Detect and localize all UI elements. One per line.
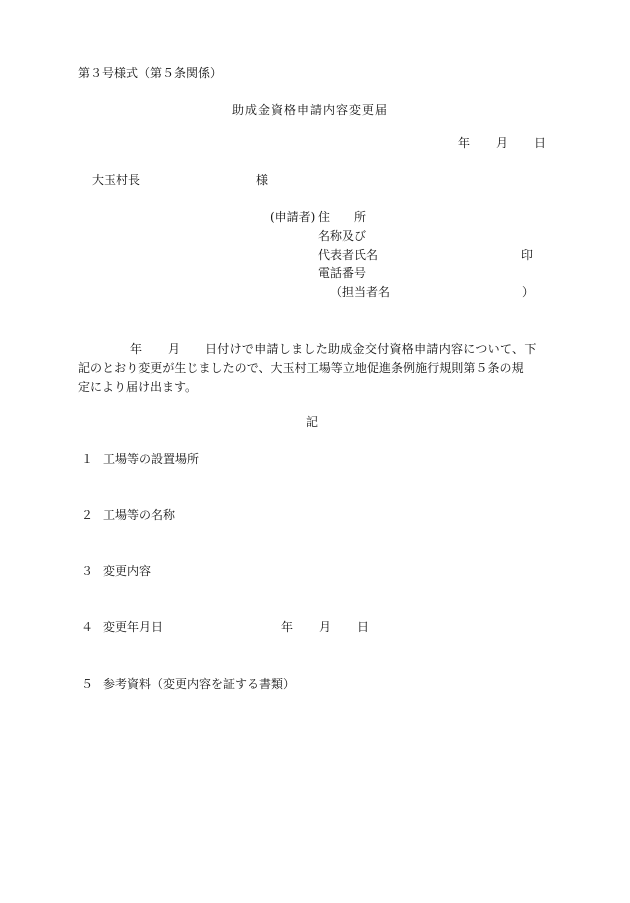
body-line3: 定により届け出ます。 (78, 380, 198, 394)
addressee-honorific: 様 (256, 173, 269, 187)
item-label: 工場等の名称 (103, 508, 176, 522)
contact-close: ） (522, 285, 535, 299)
body-line2: 記のとおり変更が生じましたので、大玉村工場等立地促進条例施行規則第５条の規 (78, 361, 524, 375)
item-label: 変更年月日 (103, 620, 164, 634)
contact-label: （担当者名 (330, 285, 391, 299)
date-month: 月 (496, 136, 509, 150)
addressee-name: 大玉村長 (92, 173, 141, 187)
address-label: 住 所 (318, 210, 367, 224)
applicant-label: (申請者) (270, 210, 316, 224)
item-label: 参考資料（変更内容を証する書類） (103, 677, 296, 691)
item-number: ３ (81, 564, 94, 578)
item-month: 月 (319, 620, 332, 634)
item-label: 工場等の設置場所 (103, 452, 200, 466)
name-label: 名称及び (318, 229, 367, 243)
phone-label: 電話番号 (318, 266, 367, 280)
page-title: 助成金資格申請内容変更届 (232, 103, 389, 117)
body-month: 月 (168, 342, 181, 356)
item-label: 変更内容 (103, 564, 152, 578)
ki-heading: 記 (306, 415, 319, 429)
date-year: 年 (458, 136, 471, 150)
item-number: ２ (81, 508, 94, 522)
date-day: 日 (534, 136, 547, 150)
item-number: １ (81, 452, 94, 466)
item-number: ５ (81, 677, 94, 691)
rep-label: 代表者氏名 (318, 248, 379, 262)
seal-mark: 印 (521, 248, 534, 262)
body-line1: 日付けで申請しました助成金交付資格申請内容について、下 (205, 342, 537, 356)
item-year: 年 (281, 620, 294, 634)
item-day: 日 (357, 620, 370, 634)
form-number: 第３号様式（第５条関係） (78, 66, 223, 80)
item-number: ４ (81, 620, 94, 634)
body-year: 年 (130, 342, 143, 356)
